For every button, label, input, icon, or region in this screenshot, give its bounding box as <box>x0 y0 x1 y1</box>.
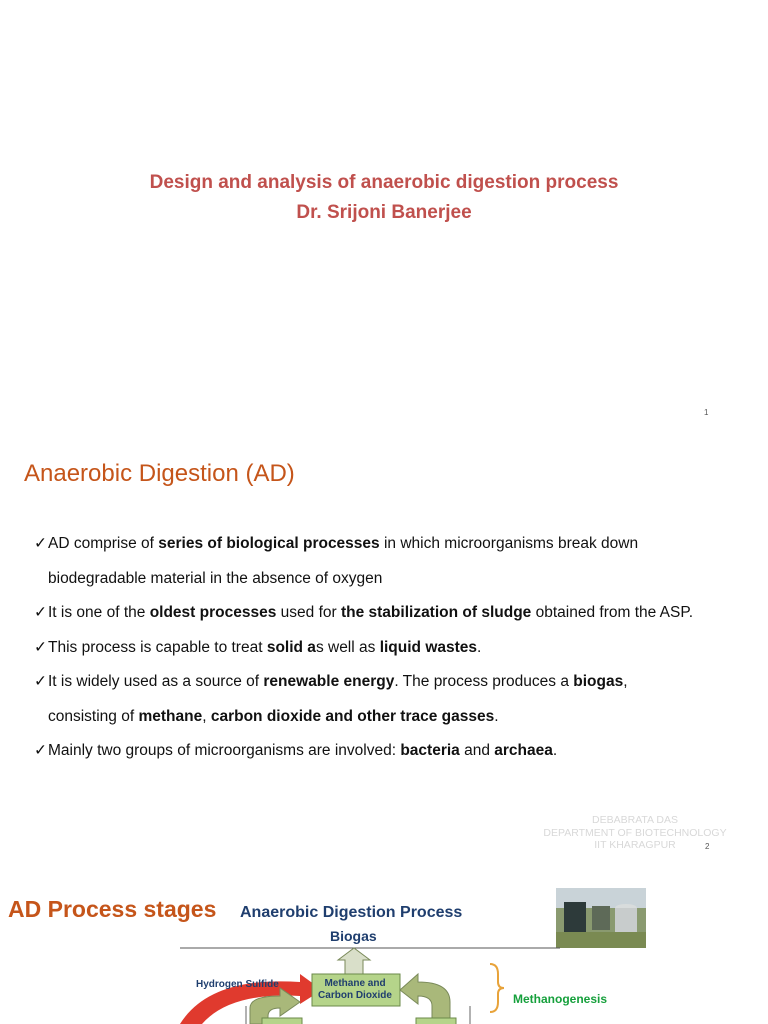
bullet-emphasis: biogas <box>573 673 624 690</box>
bullet-text: It is one of the <box>48 604 150 621</box>
watermark-line: DEBABRATA DAS <box>592 814 678 826</box>
slide-number: 1 <box>704 408 709 417</box>
bullet-emphasis: series of biological processes <box>158 535 380 552</box>
bullet-emphasis: methane <box>138 707 203 725</box>
bullet-text: . <box>477 638 482 656</box>
bullet-emphasis: liquid wastes <box>379 638 478 656</box>
bullet-emphasis: oldest processes <box>149 604 277 621</box>
bullet-text: It is widely used as a source of <box>48 673 264 690</box>
methane-box-line: Methane and <box>324 978 386 989</box>
bullet-text: , <box>202 707 211 725</box>
bullet-text: used for <box>276 604 341 621</box>
slide-heading: AD Process stages <box>8 896 217 922</box>
bullet-item <box>34 631 764 666</box>
biogas-label: Biogas <box>330 928 377 944</box>
bullet-text: . <box>494 707 499 725</box>
presentation-author: Dr. Srijoni Banerjee <box>296 202 472 223</box>
slide-heading: Anaerobic Digestion (AD) <box>24 460 295 487</box>
bullet-item <box>34 596 764 631</box>
bullet-item <box>34 527 764 562</box>
bullet-text: . The process produces a <box>394 673 574 690</box>
slide-2 <box>0 432 768 864</box>
bullet-emphasis: bacteria <box>400 742 460 759</box>
methane-box-label <box>312 978 398 1002</box>
bullet-text: s well as <box>315 638 380 656</box>
bullet-emphasis: carbon dioxide and other trace gasses <box>210 707 495 725</box>
bullet-text: and <box>459 742 495 759</box>
bullet-text: consisting of <box>48 707 139 725</box>
bullet-text: This process is capable to treat <box>48 638 267 656</box>
bullet-emphasis: archaea <box>494 742 553 759</box>
hydrogen-sulfide-label: Hydrogen Sulfide <box>196 979 279 990</box>
bullet-text: Mainly two groups of microorganisms are involved: <box>48 742 401 759</box>
bullet-item <box>34 665 764 700</box>
methanogenesis-label: Methanogenesis <box>513 992 608 1006</box>
digester-photo-image <box>556 888 646 948</box>
check-mark-icon: ✓ <box>34 673 47 690</box>
bullet-item <box>34 700 764 735</box>
slide-number: 2 <box>705 842 710 851</box>
bullet-text: , <box>623 673 628 690</box>
bullet-item <box>34 562 764 597</box>
presentation-title: Design and analysis of anaerobic digestion process <box>149 172 619 193</box>
bullet-text: . <box>552 742 558 759</box>
slide-3 <box>0 864 768 1024</box>
bullet-text: biodegradable material in the absence of oxygen <box>48 569 383 587</box>
slide-1 <box>0 0 768 432</box>
bullet-emphasis: solid a <box>266 638 316 656</box>
bullet-emphasis: the stabilization of sludge <box>340 604 532 621</box>
check-mark-icon: ✓ <box>34 604 47 621</box>
check-mark-icon: ✓ <box>34 638 47 656</box>
check-mark-icon: ✓ <box>34 742 47 759</box>
bullet-emphasis: renewable energy <box>263 673 395 690</box>
bullet-list <box>34 527 764 769</box>
bullet-item <box>34 734 764 769</box>
methane-box-line: Carbon Dioxide <box>318 990 392 1001</box>
bullet-text: in which microorganisms break down <box>379 535 639 552</box>
watermark-line: IIT KHARAGPUR <box>594 839 676 851</box>
bullet-text: obtained from the ASP. <box>531 604 694 621</box>
check-mark-icon: ✓ <box>34 535 47 552</box>
diagram-title: Anaerobic Digestion Process <box>240 904 463 921</box>
bullet-text: AD comprise of <box>48 535 159 552</box>
watermark-line: DEPARTMENT OF BIOTECHNOLOGY <box>543 826 727 839</box>
